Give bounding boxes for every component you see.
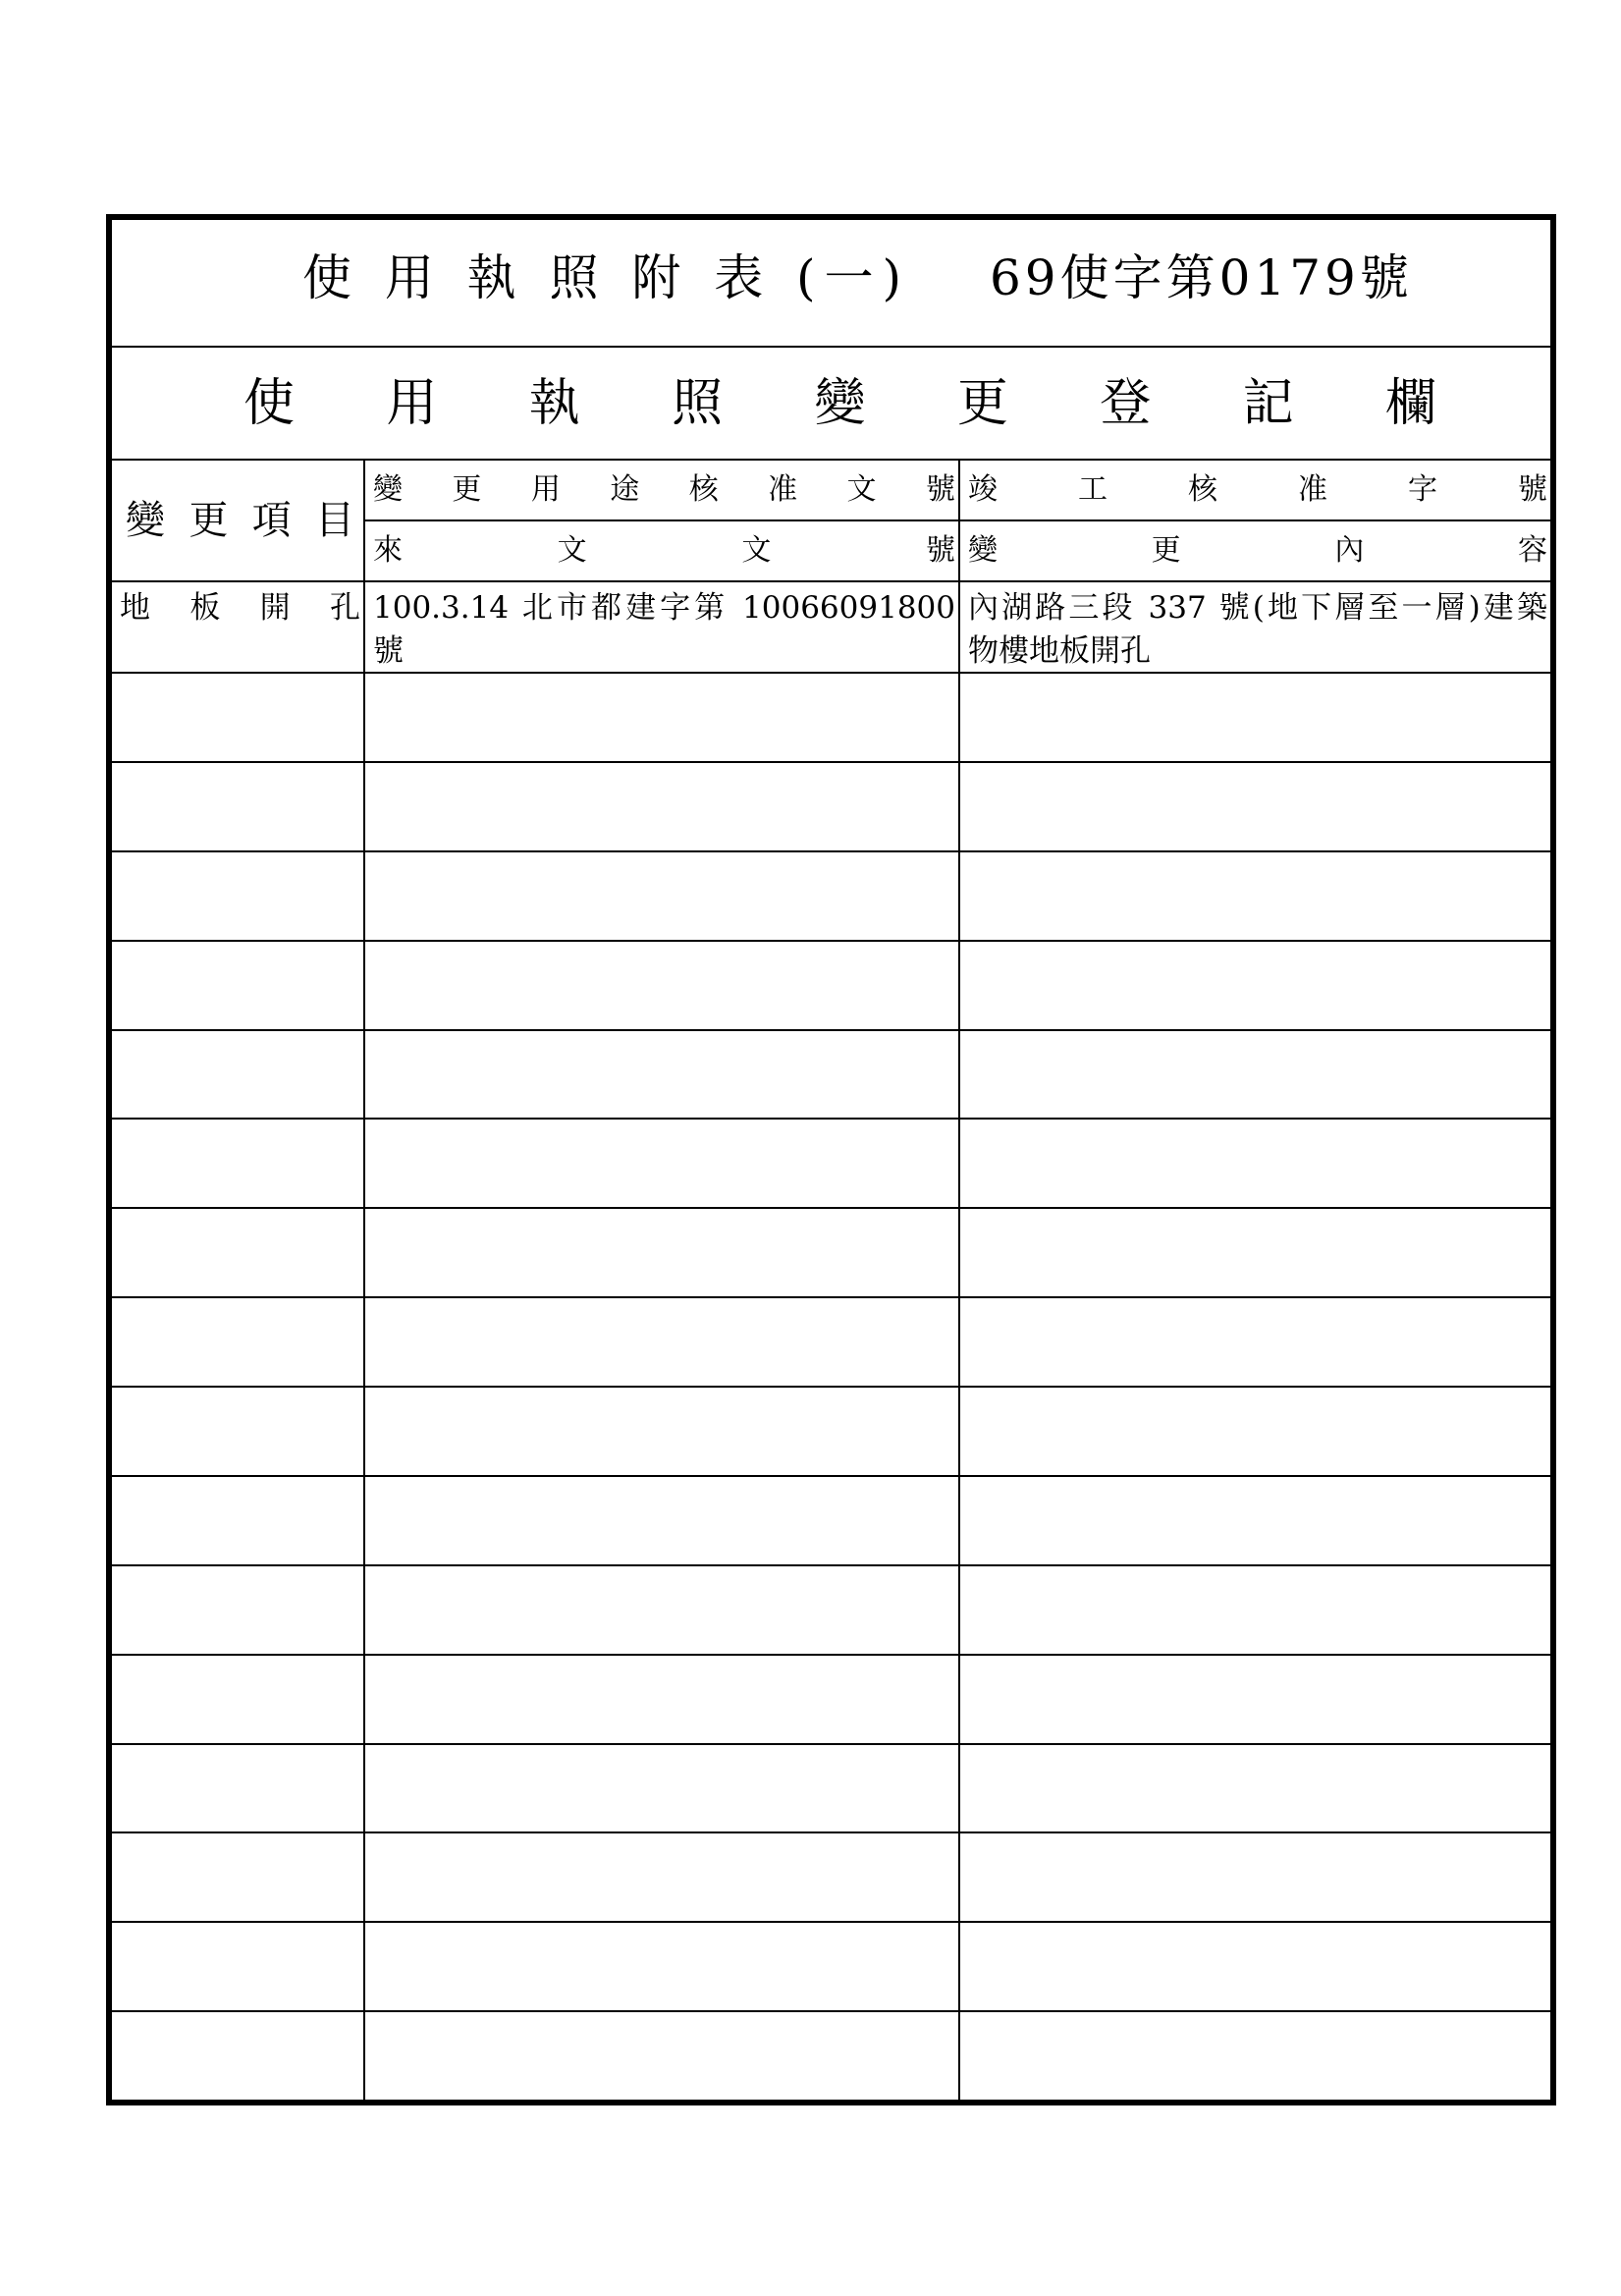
document-no-cell: [365, 674, 960, 761]
header-change-content-label: 變 更 內 容: [968, 533, 1547, 568]
header-completion-approval-no-label: 竣 工 核 准 字 號: [968, 472, 1547, 507]
change-content-cell: [960, 1656, 1550, 1743]
document-no-cell: [365, 582, 960, 672]
change-content-cell: [960, 1566, 1550, 1654]
document-no-line-2: 號: [373, 633, 404, 669]
document-no-cell: [365, 1031, 960, 1119]
document-no-cell: [365, 763, 960, 850]
document-no-cell: [365, 852, 960, 940]
header-subrow-bottom: [365, 521, 1550, 580]
table-row: [112, 674, 1550, 763]
change-item-cell: [112, 1477, 365, 1564]
table-row: [112, 1923, 1550, 2012]
change-item-cell: [112, 852, 365, 940]
change-content-cell: [960, 1745, 1550, 1832]
change-content-cell: [960, 1209, 1550, 1296]
table-row: [112, 1031, 1550, 1121]
title-row: [112, 220, 1550, 348]
change-content-cell: [960, 1031, 1550, 1119]
change-content-cell: [960, 1388, 1550, 1475]
section-title: 使 用 執 照 變 更 登 記 欄: [243, 373, 1436, 433]
header-incoming-doc-no: [365, 521, 960, 580]
table-row: [112, 1566, 1550, 1656]
change-item-cell: [112, 1745, 365, 1832]
header-completion-approval-no: [960, 461, 1550, 519]
change-item-cell: [112, 1656, 365, 1743]
change-item-cell: [112, 1120, 365, 1207]
table-row: [112, 1656, 1550, 1745]
change-item-cell: [112, 1209, 365, 1296]
table-row: [112, 2012, 1550, 2100]
table-header: [112, 461, 1550, 582]
change-content-cell: [960, 2012, 1550, 2100]
document-no-cell: [365, 1833, 960, 1921]
document-no-cell: [365, 1298, 960, 1386]
header-subrow-top: [365, 461, 1550, 521]
change-content-cell: [960, 763, 1550, 850]
change-content-cell: [960, 852, 1550, 940]
table-row: [112, 763, 1550, 852]
change-item-cell: [112, 674, 365, 761]
change-content-cell: [960, 582, 1550, 672]
document-no-cell: [365, 942, 960, 1029]
change-item-cell: [112, 1298, 365, 1386]
table-row: [112, 1477, 1550, 1566]
header-incoming-doc-no-label: 來 文 文 號: [373, 533, 955, 568]
document-no-cell: [365, 1388, 960, 1475]
table-row: [112, 1833, 1550, 1923]
document-no-line-1: 100.3.14 北市都建字第 10066091800: [373, 590, 955, 626]
change-item-cell: [112, 763, 365, 850]
change-item-cell: [112, 582, 365, 672]
table-row: [112, 1745, 1550, 1834]
change-content-cell: [960, 1120, 1550, 1207]
change-item-cell: [112, 1031, 365, 1119]
table-row: [112, 852, 1550, 942]
header-group: [365, 461, 1550, 580]
change-item-cell: [112, 2012, 365, 2100]
form-title: 使 用 執 照 附 表 (一): [302, 249, 901, 306]
section-row: [112, 348, 1550, 461]
header-change-content: [960, 521, 1550, 580]
change-content-line-2: 物樓地板開孔: [968, 633, 1151, 669]
document-no-cell: [365, 1120, 960, 1207]
table-row: [112, 1120, 1550, 1209]
document-no-cell: [365, 1566, 960, 1654]
change-item-cell: [112, 1388, 365, 1475]
header-change-use-approval-no-label: 變 更 用 途 核 准 文 號: [373, 472, 955, 507]
change-content-cell: [960, 1477, 1550, 1564]
change-item-cell: [112, 1833, 365, 1921]
change-item-text: 地 板 開 孔: [120, 590, 360, 626]
document-no-cell: [365, 2012, 960, 2100]
change-content-line-1: 內湖路三段 337 號(地下層至一層)建築: [968, 590, 1547, 626]
change-item-cell: [112, 1923, 365, 2010]
change-content-cell: [960, 942, 1550, 1029]
header-change-item-label: 變 更 項 目: [126, 498, 354, 543]
change-content-cell: [960, 1833, 1550, 1921]
table-row: [112, 1388, 1550, 1477]
document-no-cell: [365, 1209, 960, 1296]
change-content-cell: [960, 1923, 1550, 2010]
permit-number: 69使字第0179號: [990, 249, 1413, 306]
document-no-cell: [365, 1477, 960, 1564]
change-content-cell: [960, 1298, 1550, 1386]
table-row: [112, 1209, 1550, 1298]
document-no-cell: [365, 1923, 960, 2010]
document-no-cell: [365, 1745, 960, 1832]
header-change-item: [112, 461, 365, 580]
table-row: [112, 1298, 1550, 1388]
table-row: [112, 582, 1550, 674]
change-content-cell: [960, 674, 1550, 761]
permit-attachment-form: [106, 214, 1556, 2105]
table-row: [112, 942, 1550, 1031]
change-item-cell: [112, 942, 365, 1029]
document-no-cell: [365, 1656, 960, 1743]
header-change-use-approval-no: [365, 461, 960, 519]
change-item-cell: [112, 1566, 365, 1654]
